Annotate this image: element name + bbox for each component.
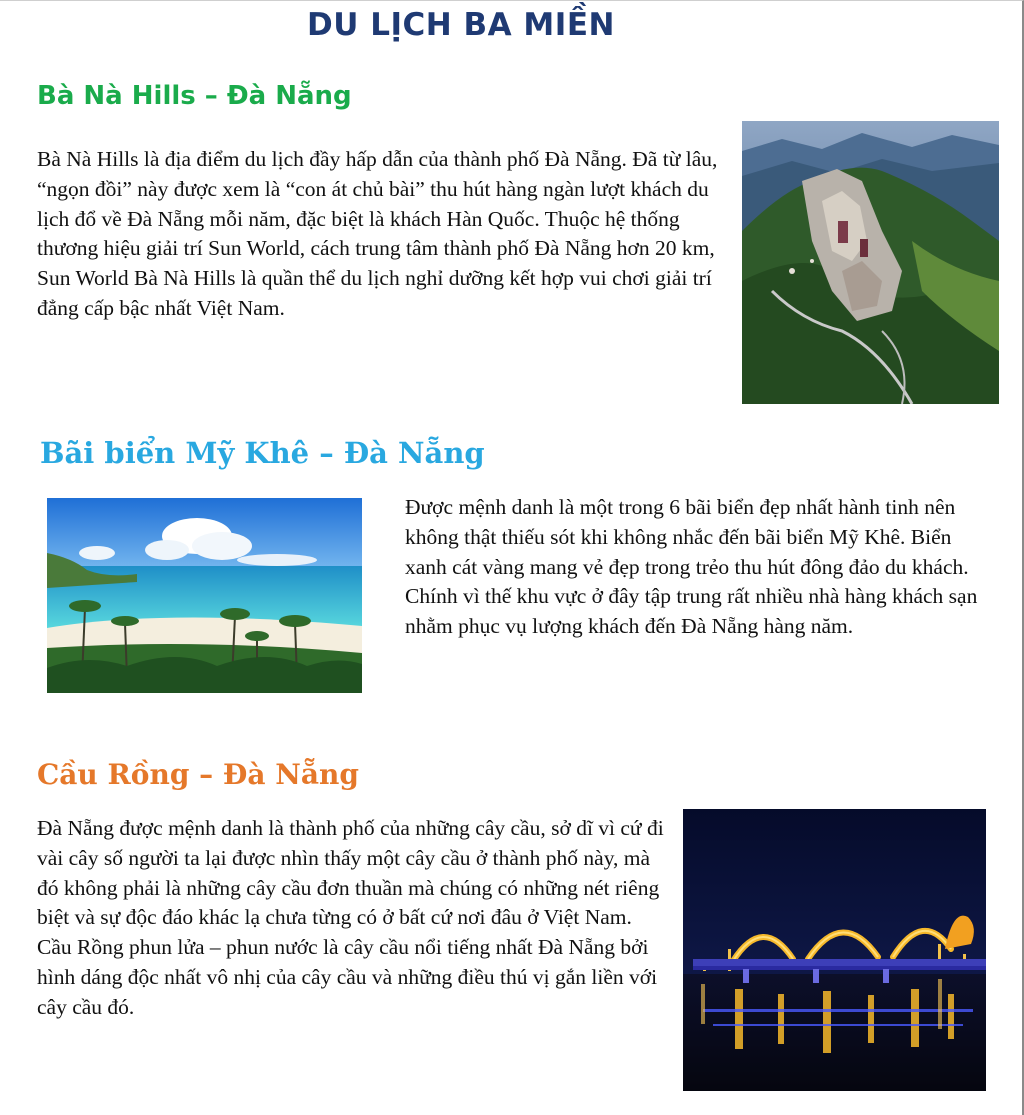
ba-na-hills-photo (742, 121, 999, 404)
section-heading-my-khe: Bãi biển Mỹ Khê – Đà Nẵng (40, 436, 485, 470)
section-heading-cau-rong: Cầu Rồng – Đà Nẵng (37, 758, 359, 791)
section-heading-ba-na-hills: Bà Nà Hills – Đà Nẵng (37, 81, 352, 111)
section-body-my-khe: Được mệnh danh là một trong 6 bãi biển đẹp nhất hành tinh nên không thật thiếu sót khi không nhắc đến bãi biển Mỹ Khê. Biển xanh cát vàng mang vẻ đẹp trong trẻo thu hút đông đảo du khách. Chính vì thế khu vực ở đây tập trung rất nhiều nhà hàng khách sạn nhằm phục vụ lượng khách đến Đà Nẵng hàng năm. (405, 495, 978, 639)
dragon-bridge-photo (683, 809, 986, 1091)
my-khe-beach-photo (47, 498, 362, 693)
section-body-ba-na-hills: Bà Nà Hills là địa điểm du lịch đầy hấp dẫn của thành phố Đà Nẵng. Đã từ lâu, “ngọn đồi” này được xem là “con át chủ bài” thu hút hàng ngàn lượt khách du lịch đổ về Đà Nẵng mỗi năm, đặc biệt là khách Hàn Quốc. Thuộc hệ thống thương hiệu giải trí Sun World, cách trung tâm thành phố Đà Nẵng hơn 20 km, Sun World Bà Nà Hills là quần thể du lịch nghỉ dưỡng kết hợp vui chơi giải trí đẳng cấp bậc nhất Việt Nam. (37, 147, 718, 320)
section-body-cau-rong: Đà Nẵng được mệnh danh là thành phố của những cây cầu, sở dĩ vì cứ đi vài cây số người ta lại được nhìn thấy một cây cầu ở thành phố này, mà đó không phải là những cây cầu đơn thuần mà chúng có những nét riêng biệt và sự độc đáo khác lạ chưa từng có ở bất cứ nơi đâu ở Việt Nam. Cầu Rồng phun lửa – phun nước là cây cầu nổi tiếng nhất Đà Nẵng bởi hình dáng độc nhất vô nhị của cây cầu và những điều thú vị gắn liền với cây cầu đó. (37, 816, 664, 1019)
page-title: DU LỊCH BA MIỀN (307, 7, 615, 43)
